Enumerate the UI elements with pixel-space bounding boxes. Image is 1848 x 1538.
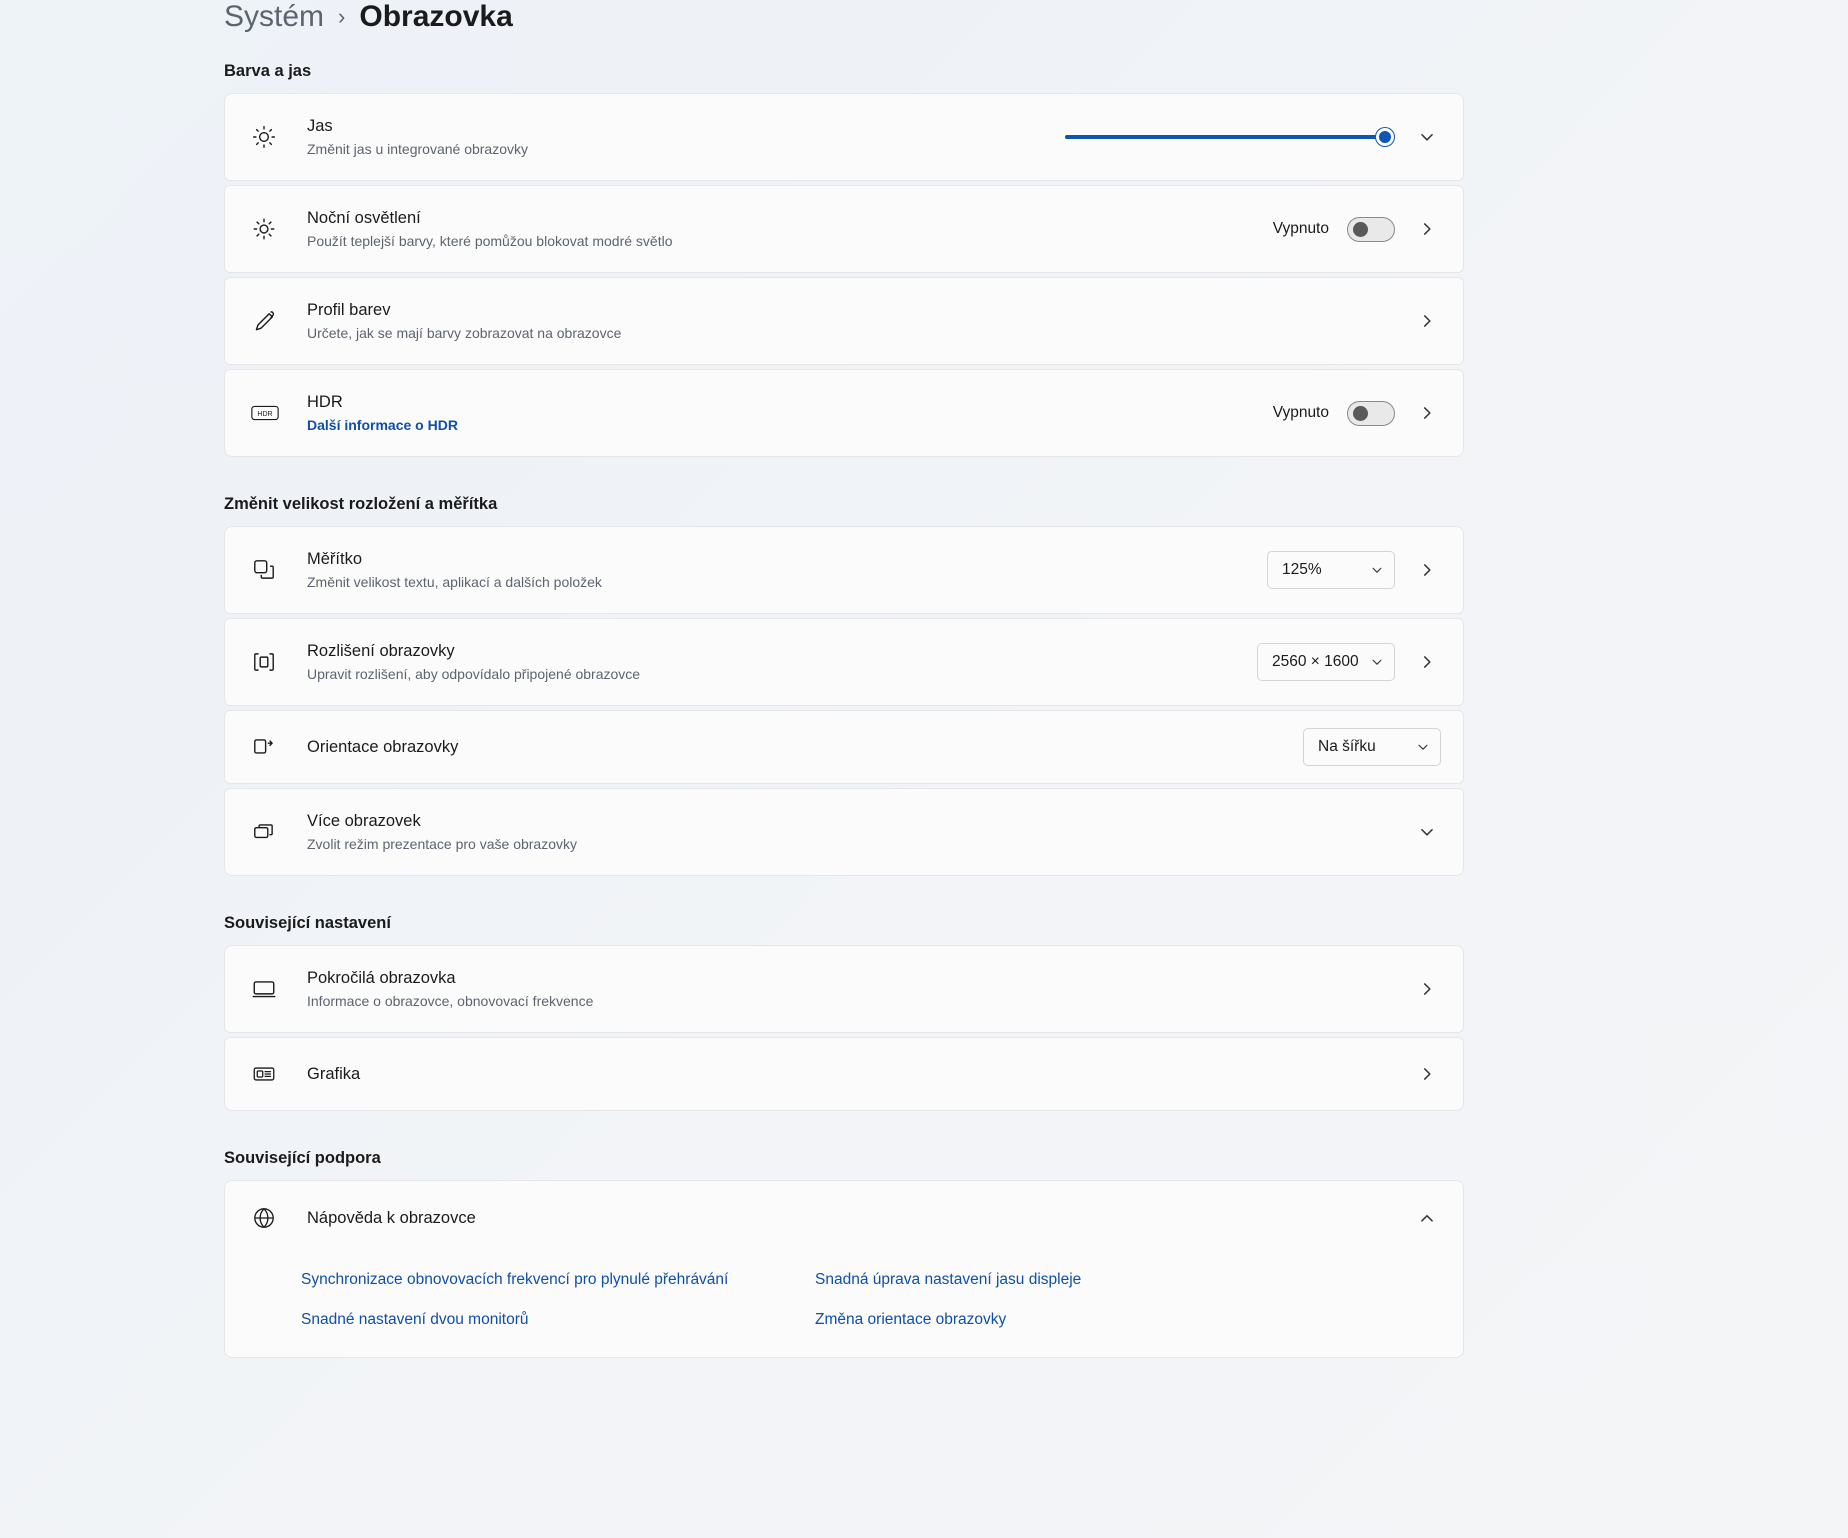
row-subtitle: Informace o obrazovce, obnovovací frekvence [307,992,594,1009]
resolution-value: 2560 × 1600 [1272,653,1359,670]
color-profile-icon [251,308,297,334]
chevron-right-icon[interactable] [1413,1060,1441,1088]
section-title-color-brightness: Barva a jas [224,62,312,80]
help-link-dual-monitor-setup[interactable]: Snadné nastavení dvou monitorů [301,1311,529,1328]
group-related-settings [224,945,1464,1111]
chevron-right-icon[interactable] [1413,307,1441,335]
help-links [225,1255,1463,1357]
globe-help-icon [251,1205,297,1231]
row-title: HDR [307,392,343,411]
settings-content [224,62,1464,1358]
hdr-icon [251,403,297,423]
row-scale[interactable] [224,526,1464,614]
row-title: Rozlišení obrazovky [307,641,455,660]
hdr-learn-more-link[interactable]: Další informace o HDR [307,416,458,433]
row-night-light[interactable] [224,185,1464,273]
row-subtitle: Změnit jas u integrované obrazovky [307,140,528,157]
section-title-related-settings: Související nastavení [224,914,391,932]
chevron-right-icon[interactable] [1413,215,1441,243]
chevron-right-icon[interactable] [1413,648,1441,676]
resolution-dropdown[interactable] [1257,643,1395,681]
breadcrumb-parent[interactable]: Systém [224,0,325,33]
row-title: Nápověda k obrazovce [307,1208,476,1227]
orientation-value: Na šířku [1318,738,1376,755]
row-title: Noční osvětlení [307,208,421,227]
row-advanced-display[interactable] [224,945,1464,1033]
row-title: Pokročilá obrazovka [307,968,456,987]
page-title: Obrazovka [359,0,513,33]
row-title: Jas [307,116,333,135]
row-hdr[interactable] [224,369,1464,457]
svg-text:HDR: HDR [257,410,273,418]
chevron-right-icon[interactable] [1413,975,1441,1003]
row-subtitle: Zvolit režim prezentace pro vaše obrazovky [307,835,577,852]
hdr-state-label: Vypnuto [1272,404,1329,421]
row-multiple-displays[interactable] [224,788,1464,876]
help-link-refresh-sync[interactable]: Synchronizace obnovovacích frekvencí pro plynulé přehrávání [301,1271,729,1288]
night-light-toggle[interactable] [1347,217,1395,242]
row-orientation[interactable] [224,710,1464,784]
row-subtitle: Použít teplejší barvy, které pomůžou blokovat modré světlo [307,232,673,249]
chevron-up-icon[interactable] [1413,1204,1441,1232]
chevron-down-icon[interactable] [1413,123,1441,151]
brightness-icon [251,124,297,150]
help-header[interactable] [225,1181,1463,1255]
group-scale-layout [224,526,1464,876]
chevron-down-icon [1370,655,1384,669]
chevron-down-icon [1370,563,1384,577]
resolution-icon [251,649,297,675]
help-link-brightness-adjust[interactable]: Snadná úprava nastavení jasu displeje [815,1271,1082,1288]
group-color-brightness [224,93,1464,457]
orientation-icon [251,734,297,760]
row-title: Orientace obrazovky [307,737,459,756]
scale-value: 125% [1282,561,1322,578]
section-title-scale-layout: Změnit velikost rozložení a měřítka [224,495,498,513]
night-light-state-label: Vypnuto [1272,220,1329,237]
night-light-icon [251,216,297,242]
breadcrumb [224,0,513,48]
row-resolution[interactable] [224,618,1464,706]
chevron-right-icon[interactable] [1413,556,1441,584]
row-color-profile[interactable] [224,277,1464,365]
row-title: Profil barev [307,300,391,319]
row-title: Měřítko [307,549,363,568]
row-graphics[interactable] [224,1037,1464,1111]
orientation-dropdown[interactable] [1303,728,1441,766]
row-subtitle: Určete, jak se mají barvy zobrazovat na obrazovce [307,324,622,341]
scale-dropdown[interactable] [1267,551,1395,589]
row-subtitle: Změnit velikost textu, aplikací a dalších položek [307,573,602,590]
scale-icon [251,557,297,583]
chevron-down-icon[interactable] [1413,818,1441,846]
breadcrumb-separator-icon: › [338,4,346,29]
row-brightness[interactable] [224,93,1464,181]
help-card [224,1180,1464,1358]
section-title-related-support: Související podpora [224,1149,381,1167]
multiple-displays-icon [251,819,297,845]
help-link-change-orientation[interactable]: Změna orientace obrazovky [815,1311,1007,1328]
graphics-icon [251,1061,297,1087]
hdr-toggle[interactable] [1347,401,1395,426]
chevron-down-icon [1416,740,1430,754]
row-subtitle: Upravit rozlišení, aby odpovídalo připojené obrazovce [307,665,641,682]
chevron-right-icon[interactable] [1413,399,1441,427]
row-title: Grafika [307,1064,361,1083]
brightness-slider[interactable] [1065,126,1395,148]
monitor-icon [251,976,297,1002]
row-title: Více obrazovek [307,811,421,830]
